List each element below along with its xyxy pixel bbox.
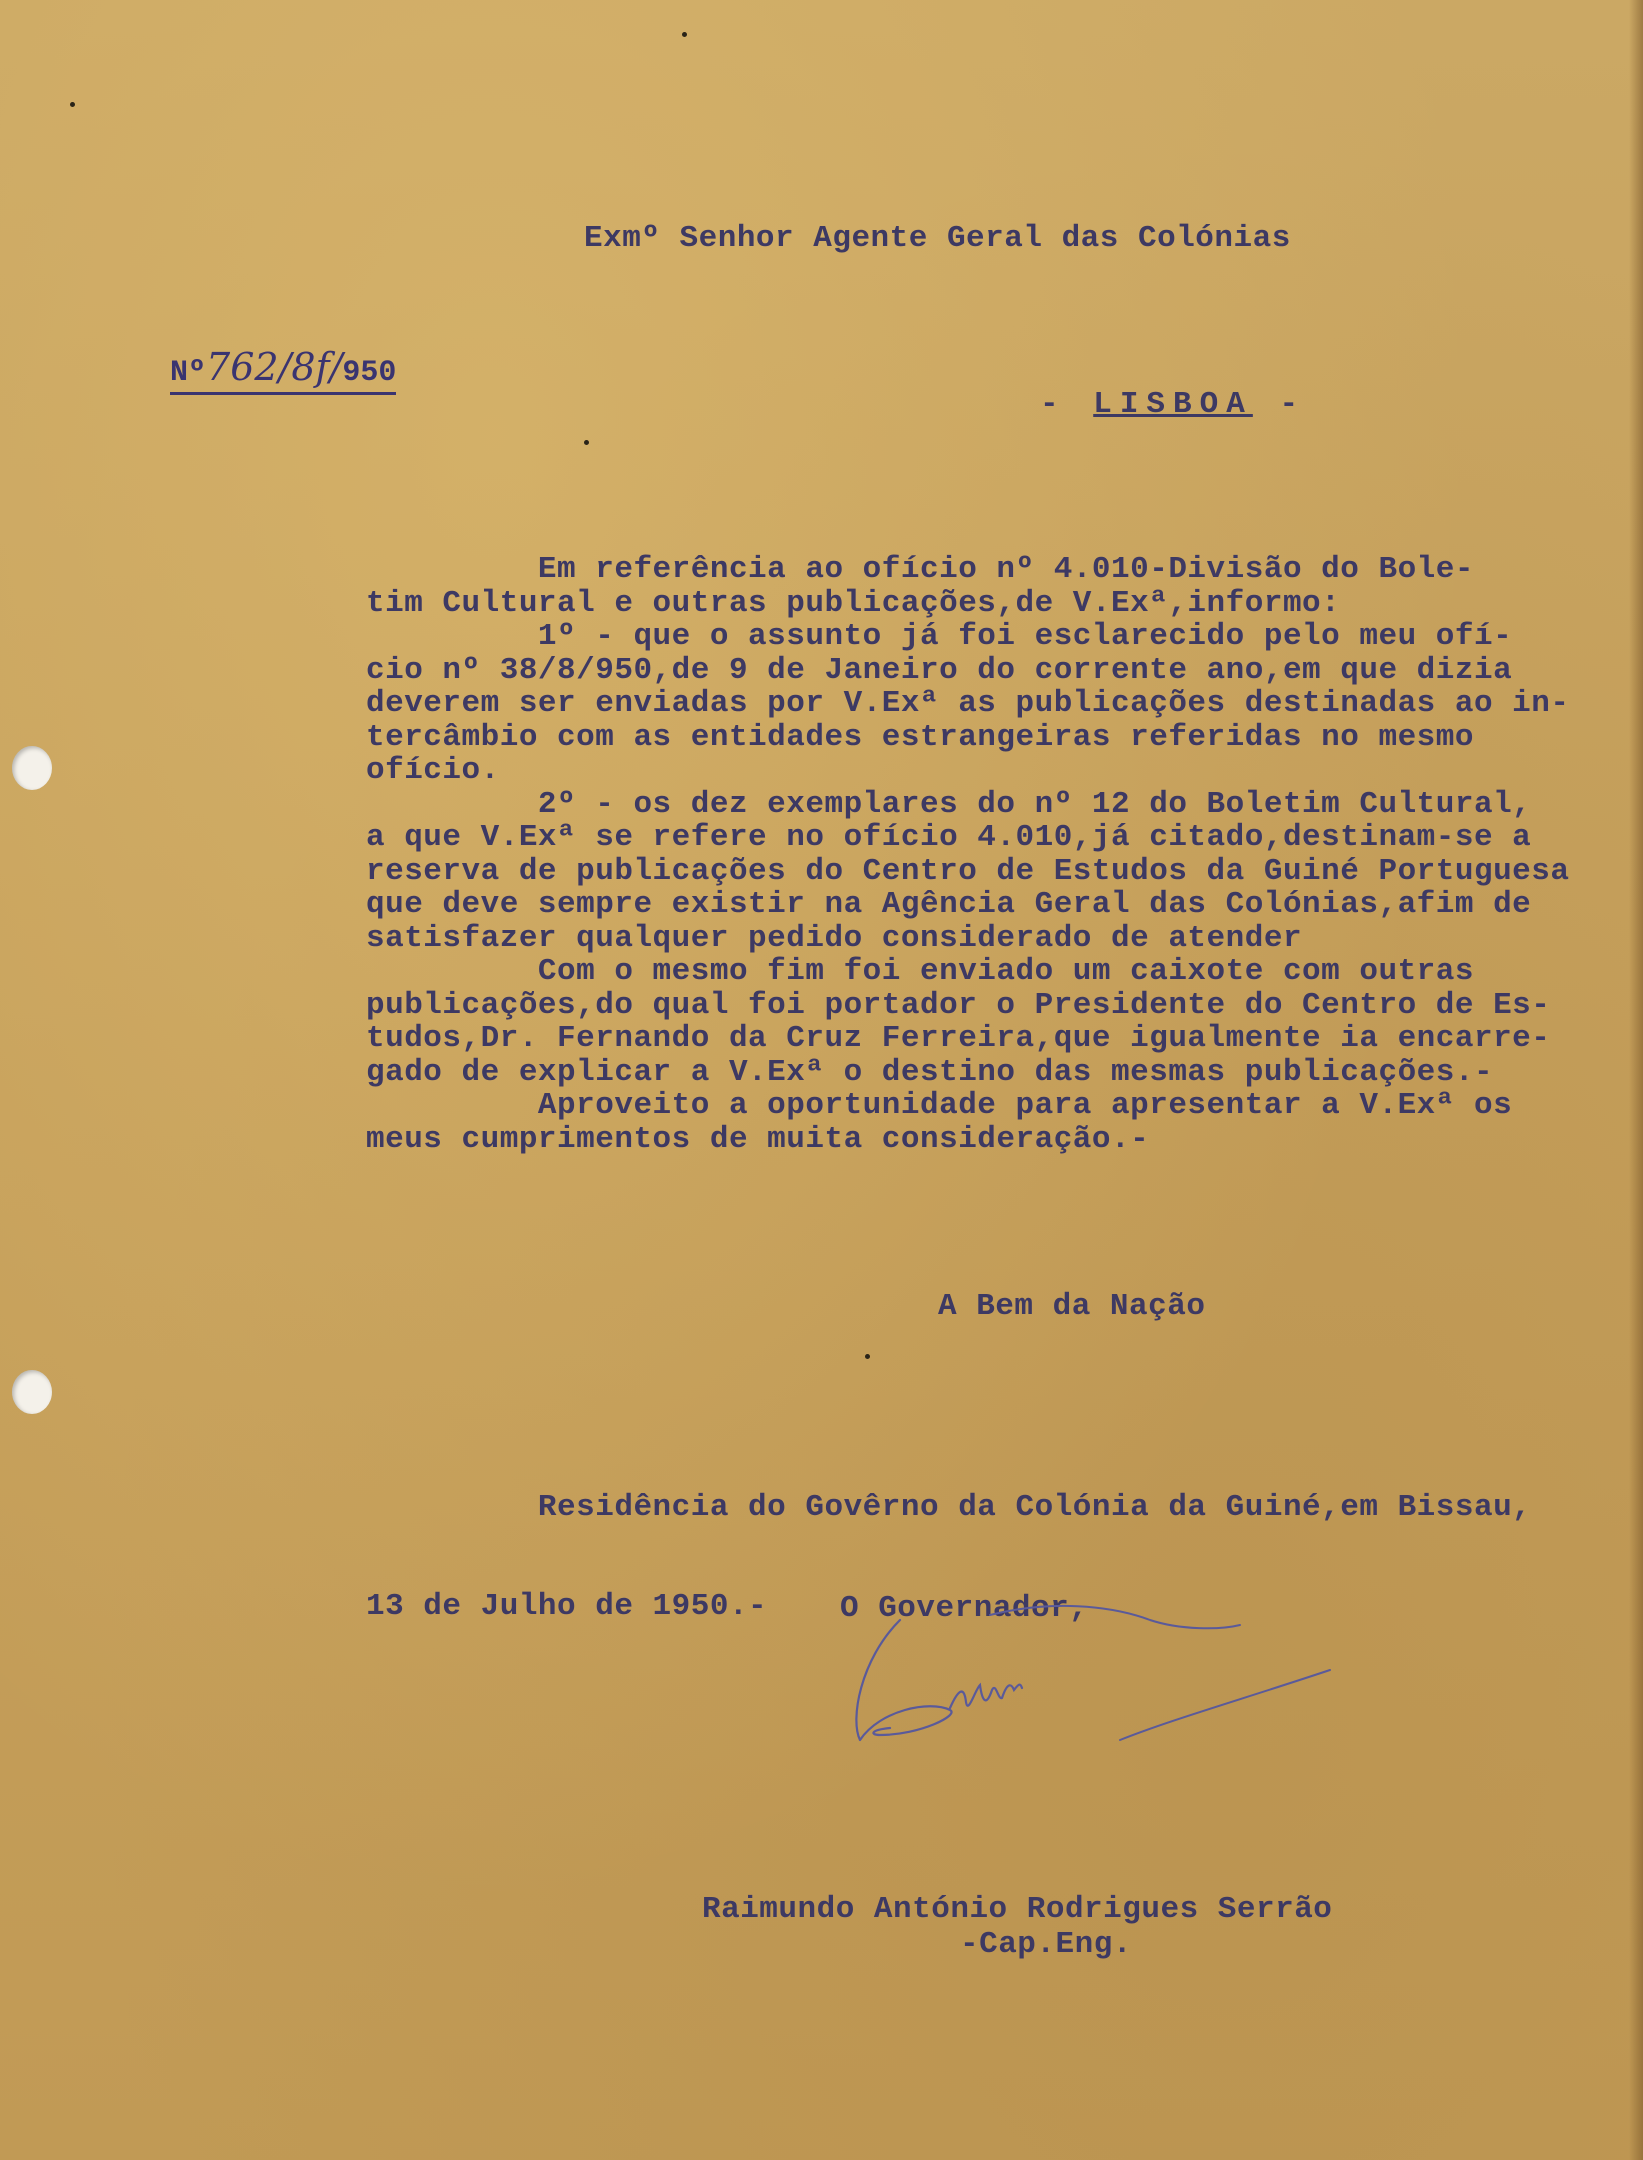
body-line: reserva de publicações do Centro de Estudos da Guiné Portuguesa [366,853,1570,889]
body-line: cio nº 38/8/950,de 9 de Janeiro do corrente ano,em que dizia [366,652,1513,688]
body-line: 1º - que o assunto já foi esclarecido pelo meu ofí- [366,619,1513,654]
body-line: Com o mesmo fim foi enviado um caixote com outras [366,954,1474,989]
letter-heading: Exmº Senhor Agente Geral das Colónias [584,221,1291,256]
reference-year: 950 [342,356,397,390]
body-line: tercâmbio com as entidades estrangeiras referidas no mesmo [366,719,1474,755]
ink-speck [584,440,589,445]
reference-number [170,345,396,395]
body-line: satisfazer qualquer pedido considerado de atender [366,920,1303,956]
body-line: Aproveito a oportunidade para apresentar a V.Exª os [366,1088,1513,1123]
letter-body [366,553,1570,1156]
body-line: a que V.Exª se refere no ofício 4.010,já citado,destinam-se a [366,820,1532,855]
body-line: meus cumprimentos de muita consideração.- [366,1121,1150,1157]
place-date-line: Residência do Govêrno da Colónia da Guiné,em Bissau, [366,1490,1532,1525]
body-line: publicações,do qual foi portador o Presidente do Centro de Es- [366,987,1551,1023]
body-line: deverem ser enviadas por V.Exª as publicações destinadas ao in- [366,686,1570,721]
punch-hole-bottom [12,1370,52,1414]
body-line: tim Cultural e outras publicações,de V.Exª,informo: [366,585,1341,621]
reference-prefix: Nº [170,356,207,390]
paper-edge-shadow [1629,0,1643,2160]
body-line: que deve sempre existir na Agência Geral das Colónias,afim de [366,887,1532,922]
signer-rank: -Cap.Eng. [960,1927,1132,1962]
body-line: 2º - os dez exemplares do nº 12 do Boletim Cultural, [366,786,1532,822]
destination: LISBOA [1093,387,1253,422]
body-line: ofício. [366,753,500,788]
ink-speck [70,102,75,107]
reference-handwritten: 762/8f/ [206,345,343,389]
body-line: gado de explicar a V.Exª o destino das mesmas publicações.- [366,1054,1494,1090]
destination-line: - LISBOA - [1040,387,1307,422]
signature-title: O Governador, [840,1591,1089,1626]
ink-speck [682,32,687,37]
date-line: 13 de Julho de 1950.- [366,1589,768,1624]
ink-speck [865,1354,870,1359]
handwritten-signature [840,1590,1340,1760]
closing-salutation: A Bem da Nação [938,1289,1206,1324]
body-line: tudos,Dr. Fernando da Cruz Ferreira,que igualmente ia encarre- [366,1021,1551,1056]
body-line: Em referência ao ofício nº 4.010-Divisão do Bole- [366,552,1474,587]
signer-name: Raimundo António Rodrigues Serrão [702,1892,1333,1927]
punch-hole-top [12,746,52,790]
